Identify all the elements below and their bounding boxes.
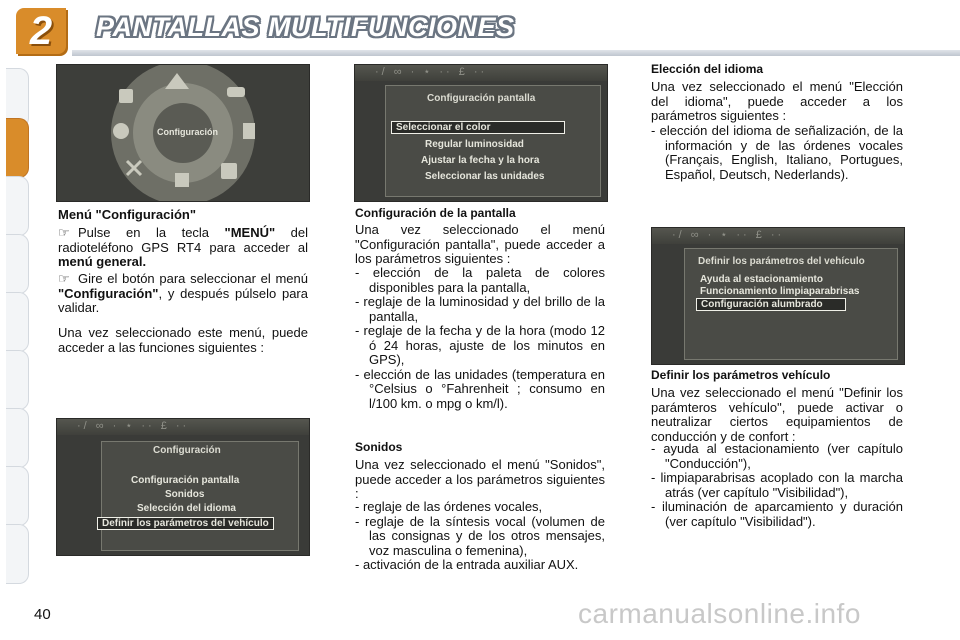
- menu-item-estacionamiento[interactable]: Ayuda al estacionamiento: [700, 274, 823, 285]
- menu-item-limpiaparabrisas[interactable]: Funcionamiento limpiaparabrisas: [700, 286, 860, 297]
- vehiculo-list: [651, 442, 903, 529]
- menu-item-color[interactable]: Seleccionar el color: [391, 121, 565, 134]
- list-item: - elección del idioma de señalización, de la información y de las órdenes vocales (Français, English, Italiano, Portugues, Español, Deutsch, Nederlands).: [651, 123, 903, 182]
- side-tab-2[interactable]: [6, 118, 29, 178]
- config-menu-screen: [56, 418, 310, 556]
- side-tab-7[interactable]: [6, 408, 29, 468]
- list-item: - elección de la paleta de colores disponibles para la pantalla,: [355, 265, 605, 295]
- menu-item-sonidos[interactable]: Sonidos: [165, 489, 205, 500]
- bullet-press-menu: [58, 226, 308, 270]
- menu-item-idioma[interactable]: Selección del idioma: [137, 503, 236, 514]
- sonidos-heading: Sonidos: [355, 440, 403, 454]
- page-title: PANTALLAS MULTIFUNCIONES: [96, 12, 515, 42]
- pointing-hand-icon: ☞: [58, 271, 70, 286]
- side-tab-6[interactable]: [6, 350, 29, 410]
- idioma-heading: Elección del idioma: [651, 62, 764, 76]
- config-menu-heading: Menú "Configuración": [58, 207, 196, 222]
- screen-title: Definir los parámetros del vehículo: [698, 256, 865, 267]
- side-tab-9[interactable]: [6, 524, 29, 584]
- screen-title: Configuración: [153, 445, 221, 456]
- bullet-2-text-b: , y después púlselo para validar.: [58, 285, 308, 315]
- pantalla-heading: Configuración de la pantalla: [355, 206, 516, 220]
- header-rule: [72, 50, 960, 56]
- bullet-1-key: "MENÚ": [224, 225, 276, 240]
- wheel-center-label: Configuración: [157, 127, 218, 137]
- vehiculo-intro: Una vez seleccionado el menú "Definir los parámteros vehículo", puede activar o neutralizar ciertos equipamientos de conducción y de confort :: [651, 385, 903, 444]
- bullet-2-text-a: Gire el botón para seleccionar el menú: [78, 271, 308, 286]
- screen-status-bar: ·/ ∞ · ⋆ ·· £ ··: [652, 228, 904, 244]
- screen-status-bar: ·/ ∞ · ⋆ ·· £ ··: [355, 65, 607, 81]
- functions-intro: Una vez seleccionado este menú, puede acceder a las funciones siguientes :: [58, 325, 308, 355]
- config-wheel-photo: [56, 64, 310, 202]
- page-number: 40: [34, 606, 51, 623]
- bullet-turn-knob: [58, 272, 308, 316]
- chapter-badge: [16, 8, 66, 54]
- idioma-list: [651, 124, 903, 182]
- menu-item-luminosidad[interactable]: Regular luminosidad: [425, 139, 524, 150]
- pantalla-list: [355, 266, 605, 411]
- bullet-1-text-a: Pulse en la tecla: [78, 225, 225, 240]
- list-item: - reglaje de la luminosidad y del brillo de la pantalla,: [355, 294, 605, 324]
- menu-item-alumbrado[interactable]: Configuración alumbrado: [696, 298, 846, 311]
- menu-item-unidades[interactable]: Seleccionar las unidades: [425, 171, 545, 182]
- menu-item-fecha-hora[interactable]: Ajustar la fecha y la hora: [421, 155, 540, 166]
- side-tab-4[interactable]: [6, 234, 29, 294]
- vehiculo-config-screen: [651, 227, 905, 365]
- list-item: - reglaje de la síntesis vocal (volumen de las consignas y de los otros mensajes, voz masculina o femenina),: [355, 513, 605, 558]
- menu-item-vehiculo[interactable]: Definir los parámetros del vehículo: [97, 517, 274, 530]
- pantalla-intro: Una vez seleccionado el menú "Configuración pantalla", puede acceder a los parámetros siguientes :: [355, 222, 605, 266]
- list-item: - ayuda al estacionamiento (ver capítulo "Conducción"),: [651, 441, 903, 471]
- sonidos-list: [355, 500, 605, 573]
- bullet-1-menu: menú general.: [58, 254, 147, 269]
- side-tab-8[interactable]: [6, 466, 29, 526]
- bullet-2-menu: "Configuración": [58, 285, 159, 301]
- list-item: - reglaje de la fecha y de la hora (modo 12 ó 24 horas, ajuste de los minutos en GPS),: [355, 323, 605, 367]
- sonidos-intro: Una vez seleccionado el menú "Sonidos", puede acceder a los parámetros siguientes :: [355, 457, 605, 501]
- chapter-number: 2: [29, 8, 53, 53]
- watermark-text: carmanualsonline.info: [578, 598, 861, 629]
- list-item: - elección de las unidades (temperatura en °Celsius o °Fahrenheit ; consumo en l/100 km. o mpg o km/l).: [355, 366, 605, 411]
- list-item: - reglaje de las órdenes vocales,: [355, 499, 543, 514]
- screen-title: Configuración pantalla: [427, 93, 536, 104]
- list-item: - activación de la entrada auxiliar AUX.: [355, 557, 579, 572]
- menu-item-pantalla[interactable]: Configuración pantalla: [131, 475, 240, 486]
- side-tab-3[interactable]: [6, 176, 29, 236]
- pantalla-config-screen: [354, 64, 608, 202]
- screen-status-bar: ·/ ∞ · ⋆ ·· £ ··: [57, 419, 309, 435]
- idioma-intro: Una vez seleccionado el menú "Elección del idioma", puede acceder a los parámetros siguientes :: [651, 79, 903, 123]
- list-item: - iluminación de aparcamiento y duración (ver capítulo "Visibilidad").: [651, 499, 903, 529]
- bullet-1-text-b: del radioteléfono GPS RT4 para acceder al: [58, 225, 308, 255]
- pointing-hand-icon: ☞: [58, 225, 70, 240]
- side-tab-5[interactable]: [6, 292, 29, 352]
- vehiculo-heading: Definir los parámetros vehículo: [651, 368, 831, 382]
- list-item: - limpiaparabrisas acoplado con la marcha atrás (ver capítulo "Visibilidad"),: [651, 470, 903, 500]
